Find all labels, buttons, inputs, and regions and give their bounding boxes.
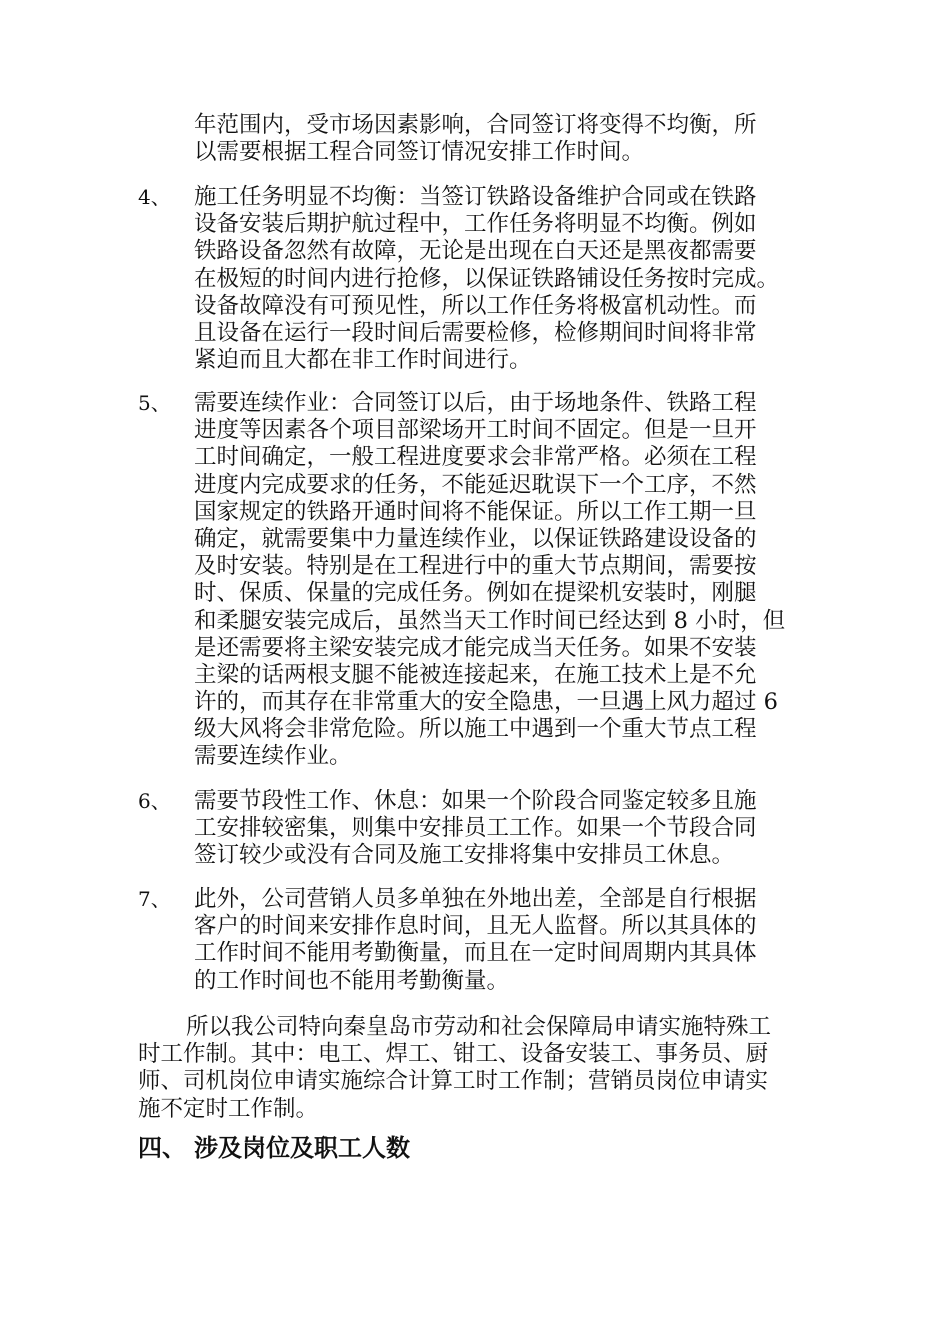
section-heading — [138, 1132, 410, 1164]
paragraph-line: 需要连续作业。 — [194, 743, 352, 770]
list-item-number: 4、 — [138, 185, 171, 209]
paragraph-line: 进度等因素各个项目部梁场开工时间不固定。但是一旦开 — [194, 417, 757, 444]
paragraph-line: 确定，就需要集中力量连续作业，以保证铁路建设设备的 — [194, 525, 757, 552]
paragraph-line: 签订较少或没有合同及施工安排将集中安排员工休息。 — [194, 842, 735, 869]
list-item-text — [194, 886, 757, 995]
paragraph-line: 且设备在运行一段时间后需要检修，检修期间时间将非常 — [194, 319, 757, 346]
summary-paragraph — [138, 1014, 771, 1123]
paragraph-line: 进度内完成要求的任务，不能延迟耽误下一个工序，不然 — [194, 471, 757, 498]
paragraph-line: 和柔腿安装完成后，虽然当天工作时间已经达到 8 小时，但 — [194, 607, 786, 634]
paragraph-line: 施工任务明显不均衡：当签订铁路设备维护合同或在铁路 — [194, 184, 757, 210]
continuation-paragraph — [194, 112, 757, 166]
paragraph-line: 是还需要将主梁安装完成才能完成当天任务。如果不安装 — [194, 634, 757, 661]
paragraph-line: 施不定时工作制。 — [138, 1095, 319, 1122]
paragraph-line: 铁路设备忽然有故障，无论是出现在白天还是黑夜都需要 — [194, 238, 757, 265]
paragraph-line: 紧迫而且大都在非工作时间进行。 — [194, 347, 532, 374]
paragraph-line: 时、保质、保量的完成任务。例如在提梁机安装时，刚腿 — [194, 580, 757, 607]
list-item-text — [194, 390, 785, 771]
paragraph-line: 所以我公司特向秦皇岛市劳动和社会保障局申请实施特殊工 — [186, 1014, 772, 1040]
list-item-text — [194, 184, 779, 374]
paragraph-line: 国家规定的铁路开通时间将不能保证。所以工作工期一旦 — [194, 498, 757, 525]
list-item-text — [194, 788, 757, 870]
paragraph-line: 设备故障没有可预见性，所以工作任务将极富机动性。而 — [194, 292, 757, 319]
paragraph-line: 在极短的时间内进行抢修，以保证铁路铺设任务按时完成。 — [194, 265, 780, 292]
paragraph-line: 的工作时间也不能用考勤衡量。 — [194, 967, 510, 994]
paragraph-line: 年范围内，受市场因素影响，合同签订将变得不均衡，所 — [194, 112, 757, 138]
paragraph-line: 级大风将会非常危险。所以施工中遇到一个重大节点工程 — [194, 716, 757, 743]
paragraph-line: 师、司机岗位申请实施综合计算工时工作制；营销员岗位申请实 — [138, 1068, 769, 1095]
paragraph-line: 时工作制。其中：电工、焊工、钳工、设备安装工、事务员、厨 — [138, 1041, 769, 1068]
section-heading-title: 涉及岗位及职工人数 — [194, 1133, 410, 1162]
paragraph-line: 设备安装后期护航过程中，工作任务将明显不均衡。例如 — [194, 211, 757, 238]
paragraph-line: 以需要根据工程合同签订情况安排工作时间。 — [194, 139, 645, 166]
section-heading-number: 四、 — [138, 1133, 186, 1162]
paragraph-line: 及时安装。特别是在工程进行中的重大节点期间，需要按 — [194, 553, 757, 580]
list-item-number: 7、 — [138, 887, 171, 911]
paragraph-line: 需要节段性工作、休息：如果一个阶段合同鉴定较多且施 — [194, 788, 757, 814]
paragraph-line: 工作时间不能用考勤衡量，而且在一定时间周期内其具体 — [194, 940, 757, 967]
paragraph-line: 客户的时间来安排作息时间，且无人监督。所以其具体的 — [194, 913, 757, 940]
paragraph-line: 许的，而其存在非常重大的安全隐患，一旦遇上风力超过 6 — [194, 689, 778, 716]
list-item-number: 5、 — [138, 391, 171, 415]
paragraph-line: 需要连续作业：合同签订以后，由于场地条件、铁路工程 — [194, 390, 757, 416]
paragraph-line: 工安排较密集，则集中安排员工工作。如果一个节段合同 — [194, 815, 757, 842]
paragraph-line: 工时间确定，一般工程进度要求会非常严格。必须在工程 — [194, 444, 757, 471]
paragraph-line: 此外，公司营销人员多单独在外地出差，全部是自行根据 — [194, 886, 757, 912]
paragraph-line: 主梁的话两根支腿不能被连接起来，在施工技术上是不允 — [194, 661, 757, 688]
list-item-number: 6、 — [138, 789, 171, 813]
